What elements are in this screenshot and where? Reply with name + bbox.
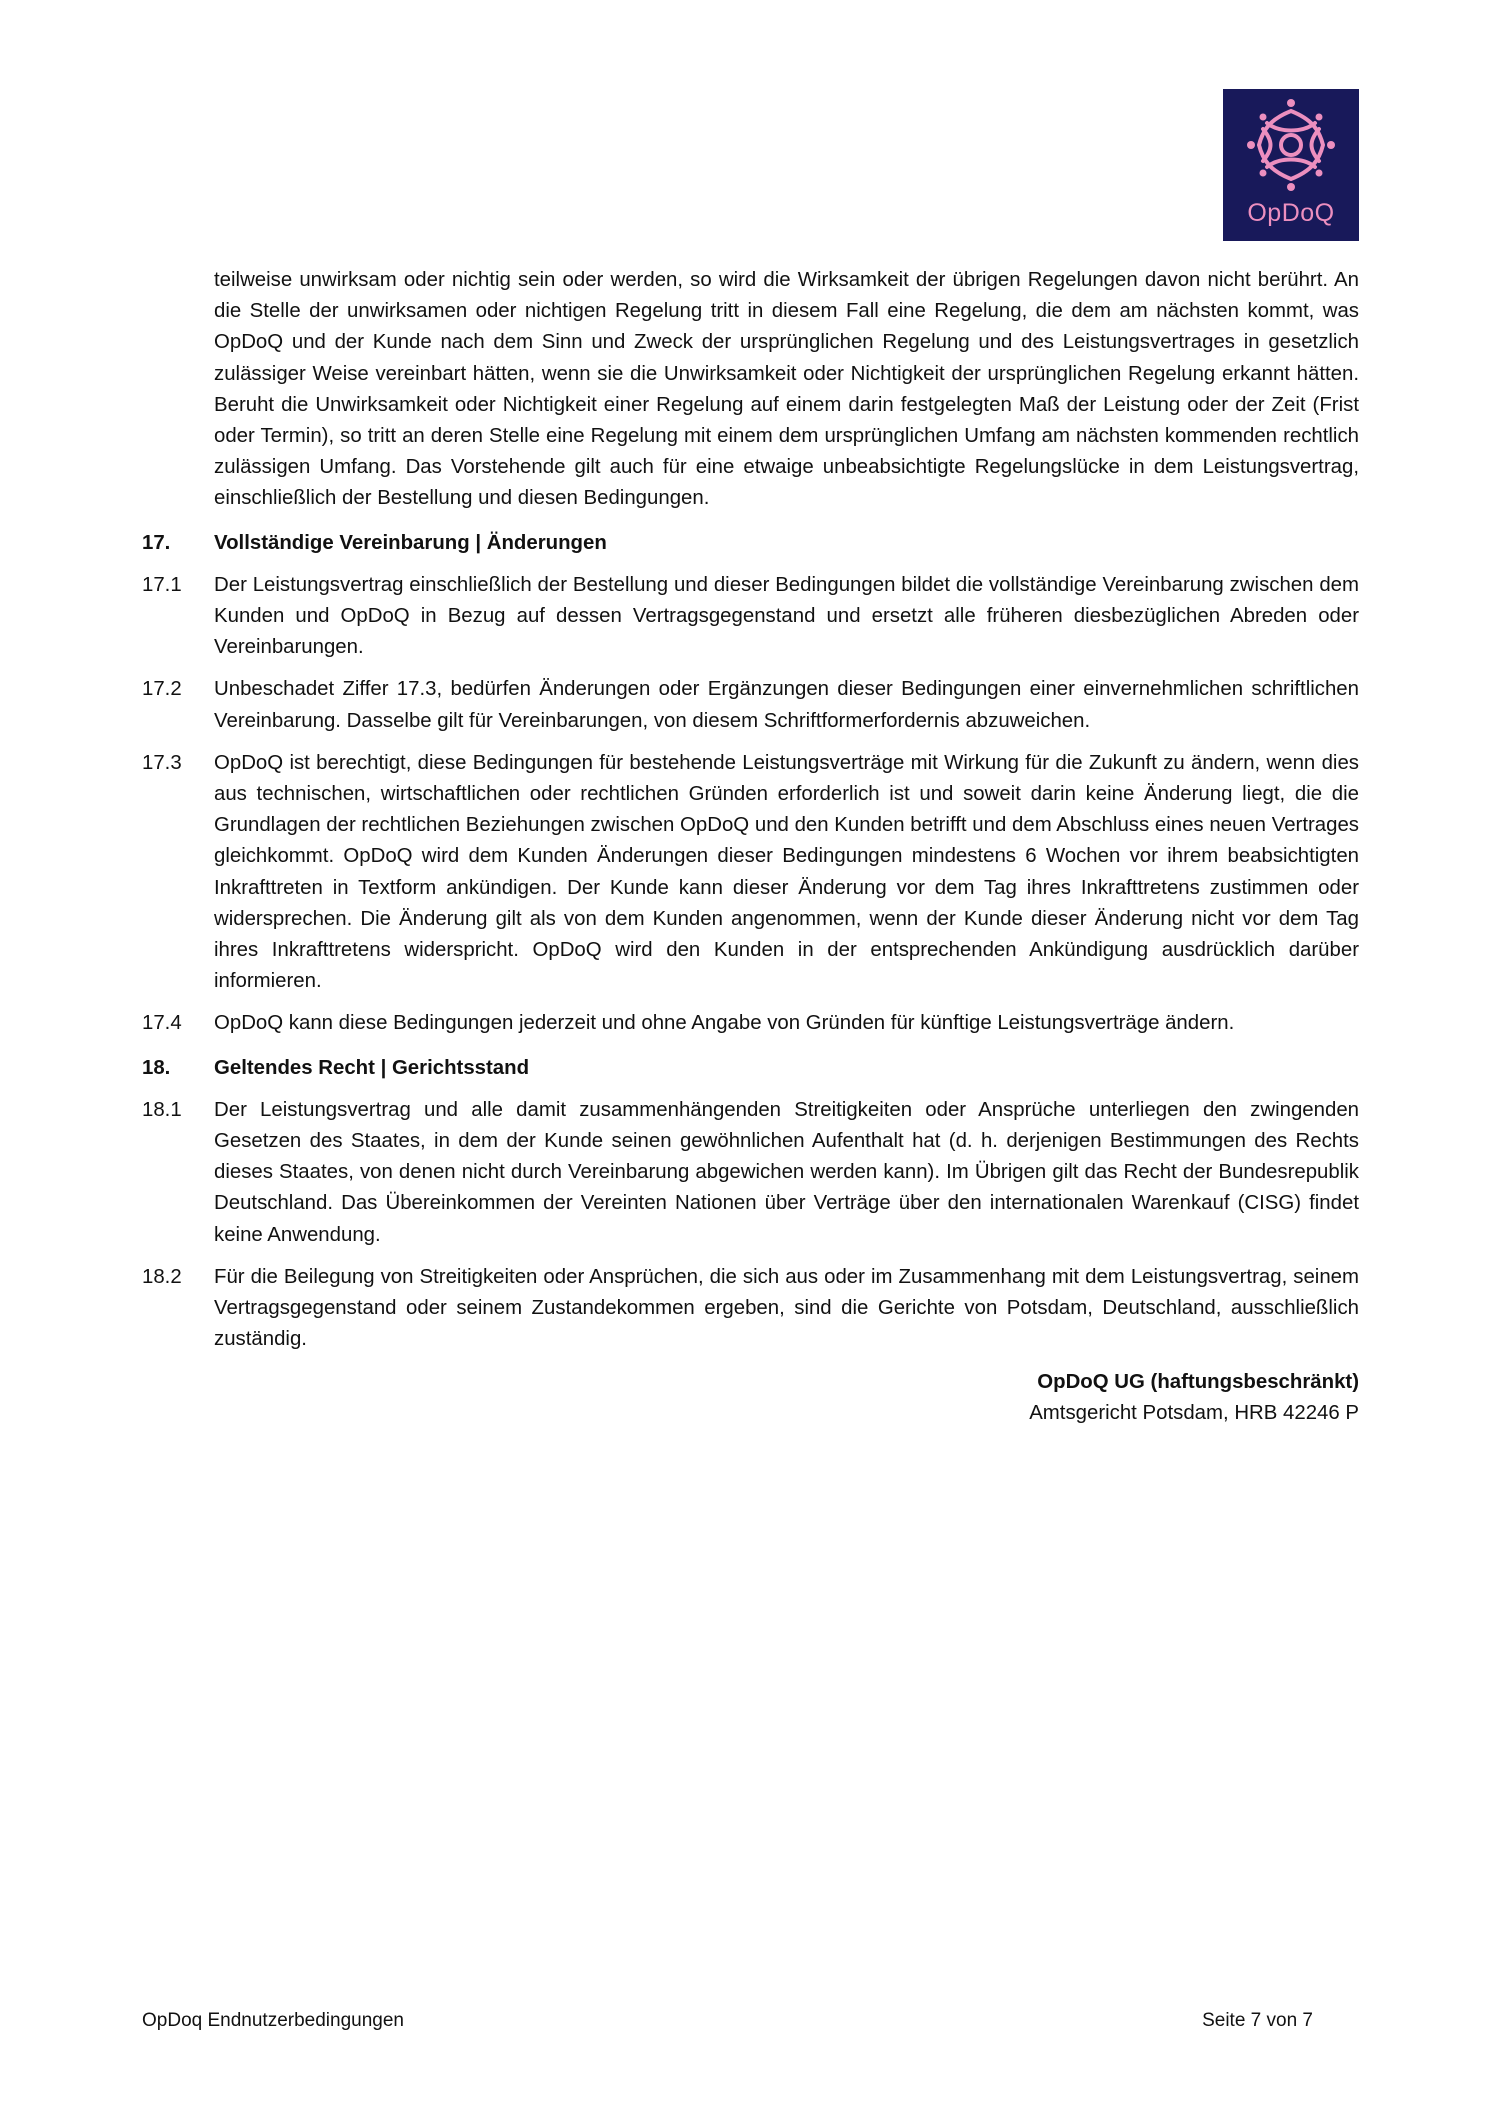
section-title: Geltendes Recht | Gerichtsstand	[214, 1056, 530, 1079]
section-heading	[142, 1053, 1359, 1084]
clause-number: 18.1	[142, 1098, 182, 1121]
clause-17-3	[142, 748, 1359, 998]
signature-company: OpDoQ UG (haftungsbeschränkt)	[1037, 1370, 1359, 1393]
section-heading	[142, 528, 1359, 559]
section-title: Vollständige Vereinbarung | Änderungen	[214, 531, 607, 554]
clause-17-4	[142, 1008, 1359, 1039]
clause-17-2	[142, 674, 1359, 736]
clause-text: Für die Beilegung von Streitigkeiten oder Ansprüchen, die sich aus oder im Zusammenhang mit dem Leistungsvertrag, seinem Vertragsgegenstand oder seinem Zustandekommen ergeben, sind die Gerichte von Potsdam, Deutschland, ausschließlich zuständig.	[214, 1265, 1359, 1351]
clause-text: OpDoQ ist berechtigt, diese Bedingungen für bestehende Leistungsverträge mit Wirkung für die Zukunft zu ändern, wenn dies aus technischen, wirtschaftlichen oder rechtlichen Gründen erforderlich ist und soweit darin keine Änderung liegt, die die Grundlagen der rechtlichen Beziehungen zwischen OpDoQ und den Kunden betrifft und dem Abschluss eines neuen Vertrages gleichkommt. OpDoQ wird dem Kunden Änderungen dieser Bedingungen mindestens 6 Wochen vor ihrem beabsichtigten Inkrafttreten in Textform ankündigen. Der Kunde kann dieser Änderung vor dem Tag ihres Inkrafttretens zustimmen oder widersprechen. Die Änderung gilt als von dem Kunden angenommen, wenn der Kunde dieser Änderung nicht vor dem Tag ihres Inkrafttretens widerspricht. OpDoQ wird den Kunden in der entsprechenden Ankündigung ausdrücklich darüber informieren.	[214, 751, 1359, 993]
signature-register: Amtsgericht Potsdam, HRB 42246 P	[1029, 1401, 1359, 1424]
footer-page-number: Seite 7 von 7	[1202, 2010, 1313, 2031]
footer-document-title: OpDoq Endnutzerbedingungen	[142, 2010, 404, 2031]
clause-text: OpDoQ kann diese Bedingungen jederzeit und ohne Angabe von Gründen für künftige Leistungsverträge ändern.	[214, 1012, 1235, 1035]
clause-text: Unbeschadet Ziffer 17.3, bedürfen Änderungen oder Ergänzungen dieser Bedingungen einer einvernehmlichen schriftlichen Vereinbarung. Dasselbe gilt für Vereinbarungen, von diesem Schriftformerfordernis abzuweichen.	[214, 678, 1359, 732]
signature-block	[142, 1367, 1359, 1429]
clause-text: Der Leistungsvertrag und alle damit zusammenhängenden Streitigkeiten oder Ansprüche unterliegen den zwingenden Gesetzen des Staates, in dem der Kunde seinen gewöhnlichen Aufenthalt hat (d. h. derjenigen Bestimmungen des Rechts dieses Staates, von denen nicht durch Vereinbarung abgewichen werden kann). Im Übrigen gilt das Recht der Bundesrepublik Deutschland. Das Übereinkommen der Vereinten Nationen über Verträge über den internationalen Warenkauf (CISG) findet keine Anwendung.	[214, 1098, 1359, 1246]
section-number: 17.	[142, 531, 171, 554]
clause-17-1	[142, 570, 1359, 664]
section-17	[142, 528, 1359, 1040]
clause-number: 17.2	[142, 678, 182, 701]
clause-number: 17.4	[142, 1012, 182, 1035]
document-body	[142, 265, 1359, 1429]
section-number: 18.	[142, 1056, 171, 1079]
clause-number: 17.3	[142, 751, 182, 774]
logo-wordmark: OpDoQ	[1247, 199, 1335, 227]
clause-18-1	[142, 1095, 1359, 1251]
clause-text: Der Leistungsvertrag einschließlich der Bestellung und dieser Bedingungen bildet die vollständige Vereinbarung zwischen dem Kunden und OpDoQ in Bezug auf dessen Vertragsgegenstand und ersetzt alle früheren diesbezüglichen Abreden oder Vereinbarungen.	[214, 573, 1359, 659]
clause-18-2	[142, 1262, 1359, 1356]
clause-number: 18.2	[142, 1265, 182, 1288]
clause-number: 17.1	[142, 573, 182, 596]
company-logo	[1223, 89, 1359, 241]
section-18	[142, 1053, 1359, 1356]
logo-emblem-icon	[1223, 89, 1359, 199]
intro-paragraph: teilweise unwirksam oder nichtig sein oder werden, so wird die Wirksamkeit der übrigen Regelungen davon nicht berührt. An die Stelle der unwirksamen oder nichtigen Regelung tritt in diesem Fall eine Regelung, die dem am nächsten kommt, was OpDoQ und der Kunde nach dem Sinn und Zweck der ursprünglichen Regelung und des Leistungsvertrages in gesetzlich zulässiger Weise vereinbart hätten, wenn sie die Unwirksamkeit oder Nichtigkeit der ursprünglichen Regelung erkannt hätten. Beruht die Unwirksamkeit oder Nichtigkeit einer Regelung auf einem darin festgelegten Maß der Leistung oder der Zeit (Frist oder Termin), so tritt an deren Stelle eine Regelung mit einem dem ursprünglichen Umfang am nächsten kommenden rechtlich zulässigen Umfang. Das Vorstehende gilt auch für eine etwaige unbeabsichtigte Regelungslücke in dem Leistungsvertrag, einschließlich der Bestellung und diesen Bedingungen.	[214, 269, 1359, 510]
